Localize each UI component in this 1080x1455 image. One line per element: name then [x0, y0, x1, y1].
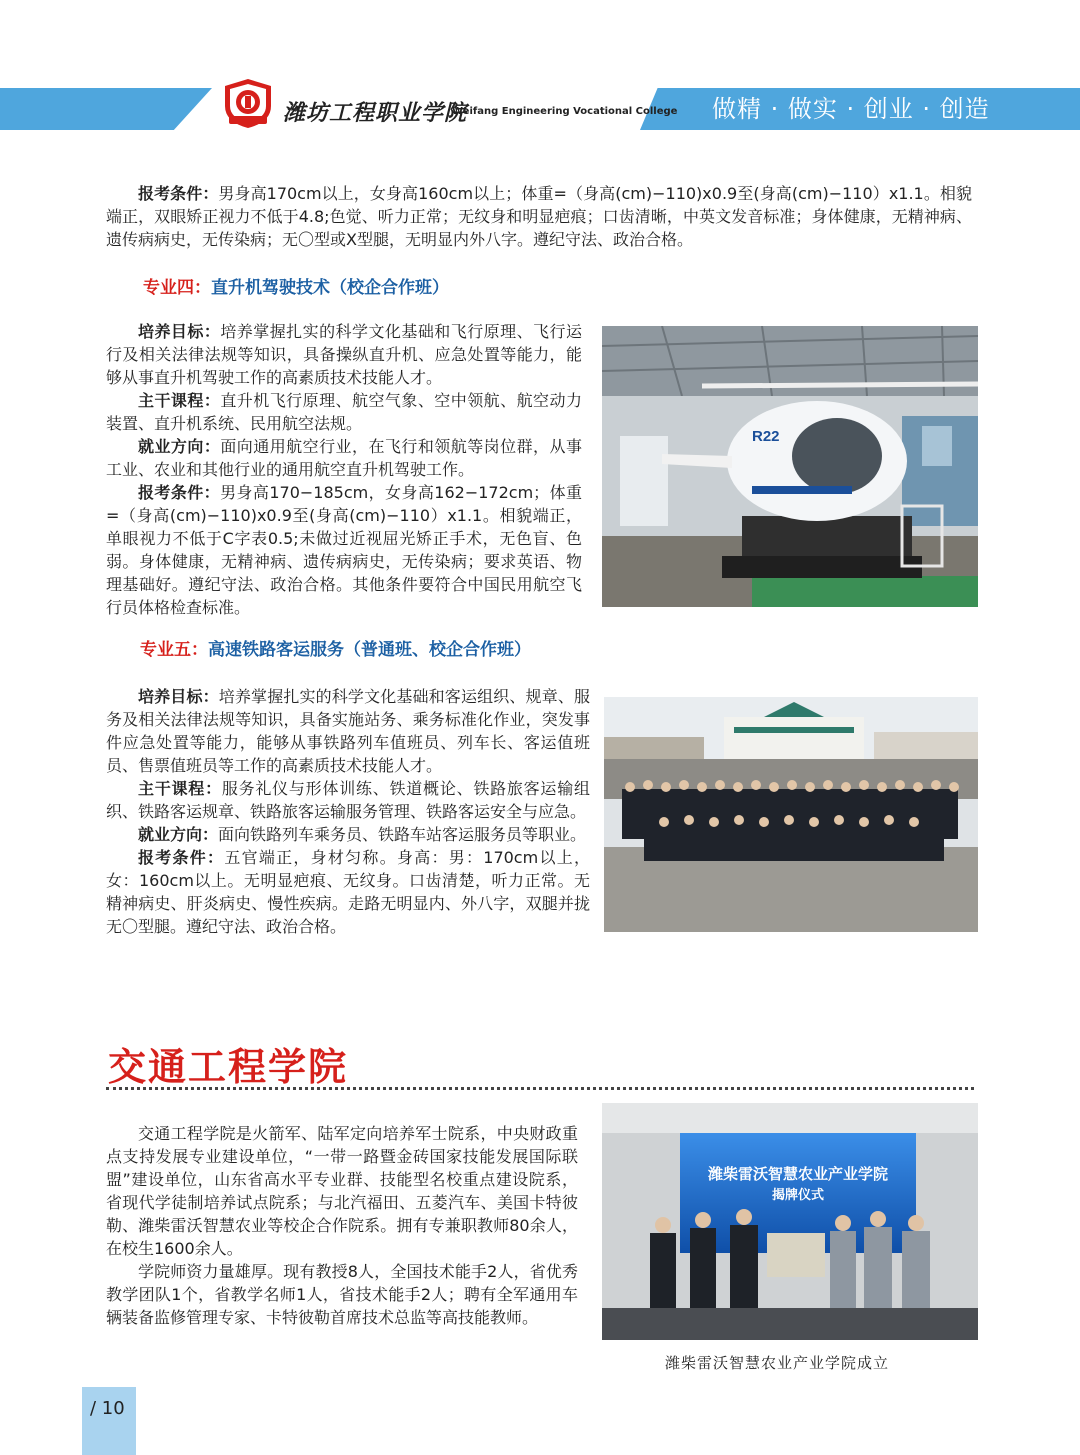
major5-career [106, 823, 590, 846]
major4-body [106, 320, 582, 619]
railway-class-group-photo [604, 697, 978, 932]
major5-career-label: 就业方向： [138, 825, 219, 844]
header-motto: 做精 · 做实 · 创业 · 创造 [712, 95, 990, 123]
section-para-2: 学院师资力量雄厚。现有教授8人，全国技术能手2人，省优秀教学团队1个，省教学名师1人，省技术能手2人；聘有全军通用车辆装备监修管理专家、卡特彼勒首席技术总监等高技能教师。 [106, 1262, 578, 1327]
major5-name: 高速铁路客运服务（普通班、校企合作班） [208, 640, 531, 660]
section-para-1: 交通工程学院是火箭军、陆军定向培养军士院系，中央财政重点支持发展专业建设单位，“一带一路暨金砖国家技能发展国际联盟”建设单位，山东省高水平专业群、技能型名校重点建设院系，省现代学徒制培养试点院系；与北汽福田、五菱汽车、美国卡特彼勒、潍柴雷沃智慧农业等校企合作院系。拥有专兼职教师80余人，在校生1600余人。 [106, 1124, 578, 1258]
section-body [106, 1122, 578, 1329]
major5-career-text: 面向铁路列车乘务员、铁路车站客运服务员等职业。 [218, 825, 587, 844]
major4-req-label: 报考条件： [138, 483, 221, 502]
ceremony-photo [602, 1103, 978, 1340]
page-number: / 10 [90, 1398, 125, 1419]
major5-goal-text: 培养掌握扎实的科学文化基础和客运组织、规章、服务及相关法律法规等知识，具备实施站务、乘务标准化作业，突发事件应急处置等能力，能够从事铁路列车值班员、列车长、客运值班员、售票值班员等工作的高素质技术技能人才。 [106, 687, 590, 775]
major4-requirements [106, 481, 582, 619]
section-heading: 交通工程学院 [108, 1044, 349, 1089]
major5-body [106, 685, 590, 938]
major5-title [140, 638, 531, 662]
major4-career [106, 435, 582, 481]
header-band-left [0, 88, 212, 130]
major4-goal-text: 培养掌握扎实的科学文化基础和飞行原理、飞行运行及相关法律法规等知识，具备操纵直升机、应急处置等能力，能够从事直升机驾驶工作的高素质技术技能人才。 [106, 322, 582, 387]
school-name-cn: 潍坊工程职业学院 [283, 100, 468, 126]
major4-course-text: 直升机飞行原理、航空气象、空中领航、航空动力装置、直升机系统、民用航空法规。 [106, 391, 582, 433]
major4-req-text: 男身高170−185cm，女身高162−172cm；体重=（身高(cm)−110)x0.9至(身高(cm)−110）x1.1。相貌端正，单眼视力不低于C字表0.5;未做过近视屈光矫正手术，无色盲、色弱。身体健康，无精神病、遗传病病史，无传染病；要求英语、物理基础好。遵纪守法、政治合格。其他条件要符合中国民用航空飞行员体格检查标准。 [106, 483, 582, 617]
ceremony-screen-title: 潍柴雷沃智慧农业产业学院 [707, 1165, 889, 1183]
intro-requirements [106, 182, 972, 251]
major4-prefix: 专业四： [143, 278, 211, 298]
helicopter-simulator-photo [602, 326, 978, 607]
major5-course-text: 服务礼仪与形体训练、铁道概论、铁路旅客运输组织、铁路客运规章、铁路旅客运输服务管理、铁路客运安全与应急。 [106, 779, 590, 821]
major4-course-label: 主干课程： [138, 391, 221, 410]
major5-goal-label: 培养目标： [138, 687, 219, 706]
major4-goal-label: 培养目标： [138, 322, 221, 341]
major4-courses [106, 389, 582, 435]
major5-prefix: 专业五： [140, 640, 208, 660]
major5-courses [106, 777, 590, 823]
major4-career-label: 就业方向： [138, 437, 221, 456]
major4-title [143, 276, 449, 300]
helicopter-tail-number: R22 [752, 428, 780, 445]
ceremony-screen-subtitle: 揭牌仪式 [771, 1188, 825, 1203]
major5-req-label: 报考条件： [138, 848, 225, 867]
major4-name: 直升机驾驶技术（校企合作班） [211, 278, 449, 298]
major5-requirements [106, 846, 590, 938]
ceremony-photo-caption: 潍柴雷沃智慧农业产业学院成立 [665, 1354, 890, 1372]
major4-career-text: 面向通用航空行业，在飞行和领航等岗位群，从事工业、农业和其他行业的通用航空直升机驾驶工作。 [106, 437, 582, 479]
major5-course-label: 主干课程： [138, 779, 222, 798]
intro-req-label: 报考条件： [138, 184, 219, 203]
major4-goal [106, 320, 582, 389]
college-logo [221, 76, 275, 130]
school-name-en: Weifang Engineering Vocational College [452, 106, 678, 117]
major5-goal [106, 685, 590, 777]
intro-req-text: 男身高170cm以上，女身高160cm以上；体重=（身高(cm)−110)x0.9至(身高(cm)−110）x1.1。相貌端正，双眼矫正视力不低于4.8;色觉、听力正常；无纹身和明显疤痕；口齿清晰，中英文发音标准；身体健康，无精神病、遗传病病史，无传染病；无〇型或X型腿，无明显内外八字。遵纪守法、政治合格。 [106, 184, 972, 249]
major5-req-text: 五官端正，身材匀称。身高：男：170cm以上，女：160cm以上。无明显疤痕、无纹身。口齿清楚，听力正常。无精神病史、肝炎病史、慢性疾病。走路无明显内、外八字，双腿并拢无〇型腿。遵纪守法、政治合格。 [106, 848, 590, 936]
section-divider [106, 1087, 974, 1090]
